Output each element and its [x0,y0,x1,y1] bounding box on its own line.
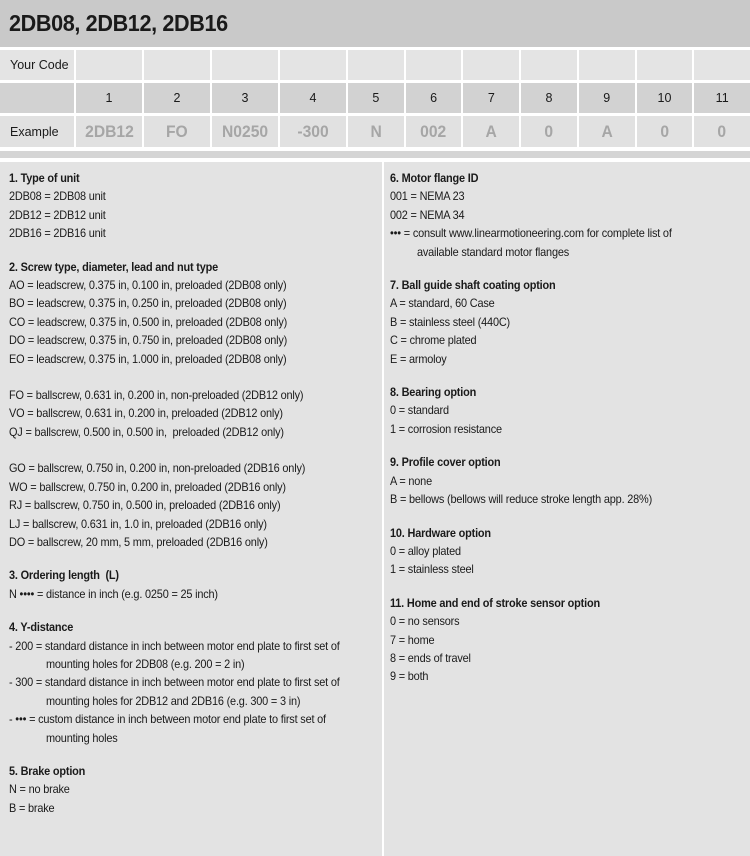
section-heading: 11. Home and end of stroke sensor option [390,595,600,610]
example-cell-value-11: 0 [717,121,727,141]
your-code-cell-9 [579,50,635,80]
option-section-left-5 [9,762,382,817]
option-line: WO = ballscrew, 0.750 in, 0.200 in, preloaded (2DB16 only) [9,479,286,494]
section-heading: 10. Hardware option [390,525,491,540]
example-cell-7 [463,116,519,147]
your-code-cell-10 [637,50,693,80]
position-row-label [0,83,74,113]
option-line: 001 = NEMA 23 [390,189,465,204]
position-cell-value-6: 6 [430,91,438,105]
example-cell-9 [579,116,635,147]
option-line: QJ = ballscrew, 0.500 in, 0.500 in, preloaded (2DB12 only) [9,424,284,439]
ordering-code-table [0,50,750,147]
option-line: A = standard, 60 Case [390,296,495,311]
option-section-left-1 [9,169,382,243]
option-line: RJ = ballscrew, 0.750 in, 0.500 in, preloaded (2DB16 only) [9,498,281,513]
section-group-1 [9,585,382,603]
example-cell-5 [348,116,404,147]
option-line: 2DB12 = 2DB12 unit [9,207,106,222]
section-separator-bar [0,151,750,158]
option-line: 7 = home [390,632,435,647]
example-cell-11 [694,116,750,147]
example-cell-8 [521,116,577,147]
example-cell-3 [212,116,278,147]
option-line: EO = leadscrew, 0.375 in, 1.000 in, preloaded (2DB08 only) [9,351,287,366]
example-cell-value-8: 0 [544,121,554,141]
section-group-1 [9,637,382,747]
option-section-right-2 [390,276,750,368]
example-row [0,116,750,147]
section-heading: 1. Type of unit [9,171,80,185]
section-heading: 3. Ordering length (L) [9,568,119,583]
section-group-3 [9,459,382,551]
option-section-left-3 [9,566,382,603]
example-cell-2 [144,116,210,147]
option-line: LJ = ballscrew, 0.631 in, 1.0 in, preloaded (2DB16 only) [9,516,267,531]
section-group-1 [390,294,750,368]
position-cell-value-10: 10 [657,91,672,105]
option-section-left-2 [9,258,382,552]
position-cell-2 [144,83,210,113]
option-line: FO = ballscrew, 0.631 in, 0.200 in, non-preloaded (2DB12 only) [9,388,304,403]
your-code-cell-1 [76,50,142,80]
position-cell-8 [521,83,577,113]
option-line: 1 = corrosion resistance [390,421,502,436]
option-section-right-1 [390,169,750,261]
option-line: - 300 = standard distance in inch between motor end plate to first set of [9,675,340,690]
position-cell-9 [579,83,635,113]
option-line: GO = ballscrew, 0.750 in, 0.200 in, non-preloaded (2DB16 only) [9,461,306,476]
section-group-1 [9,276,382,368]
example-cell-value-9: A [601,121,613,141]
position-cell-3 [212,83,278,113]
section-heading: 8. Bearing option [390,385,477,400]
position-cell-1 [76,83,142,113]
position-cell-11 [694,83,750,113]
option-line: DO = leadscrew, 0.375 in, 0.750 in, preloaded (2DB08 only) [9,333,288,348]
option-line: 2DB16 = 2DB16 unit [9,226,106,241]
section-group-1 [390,401,750,438]
position-cell-value-8: 8 [545,91,553,105]
example-cell-value-7: A [485,121,497,141]
options-column-left [0,162,382,856]
your-code-cell-2 [144,50,210,80]
example-cell-value-1: 2DB12 [84,121,134,141]
option-section-right-6 [390,594,750,686]
option-line: 9 = both [390,669,429,684]
option-line: 1 = stainless steel [390,562,474,577]
example-cell-4 [280,116,346,147]
section-group-1 [9,780,382,817]
option-line: VO = ballscrew, 0.631 in, 0.200 in, preloaded (2DB12 only) [9,406,283,421]
page-title: 2DB08, 2DB12, 2DB16 [9,10,228,36]
your-code-cell-4 [280,50,346,80]
option-line: B = bellows (bellows will reduce stroke length app. 28%) [390,492,653,507]
example-cell-value-4: -300 [297,121,329,141]
option-section-right-4 [390,453,750,508]
your-code-cell-7 [463,50,519,80]
position-cell-5 [348,83,404,113]
example-label: Example [0,116,74,147]
section-heading: 6. Motor flange ID [390,171,479,185]
option-line: B = brake [9,800,55,815]
section-heading: 4. Y-distance [9,620,74,635]
option-line: ••• = consult www.linearmotioneering.com for complete list of [390,226,672,241]
section-heading: 2. Screw type, diameter, lead and nut type [9,259,219,274]
section-heading: 7. Ball guide shaft coating option [390,278,556,293]
your-code-label: Your Code [0,50,74,80]
position-cell-6 [406,83,462,113]
example-cell-value-2: FO [166,121,188,141]
section-heading: 5. Brake option [9,763,86,778]
option-line: mounting holes [46,730,118,745]
option-section-right-3 [390,383,750,438]
section-heading: 9. Profile cover option [390,455,501,470]
your-code-cell-5 [348,50,404,80]
position-cell-4 [280,83,346,113]
position-cell-10 [637,83,693,113]
position-cell-value-5: 5 [372,91,380,105]
example-cell-value-6: 002 [420,121,447,141]
option-line: DO = ballscrew, 20 mm, 5 mm, preloaded (2DB16 only) [9,534,268,549]
option-line: 002 = NEMA 34 [390,207,465,222]
section-group-2 [9,386,382,441]
example-cell-value-3: N0250 [221,121,269,141]
option-line: 0 = standard [390,403,449,418]
position-cell-value-11: 11 [715,91,729,105]
options-column-right [384,162,750,856]
option-line: - 200 = standard distance in inch between motor end plate to first set of [9,638,340,653]
option-line: C = chrome plated [390,333,477,348]
your-code-cell-6 [406,50,462,80]
example-cell-1 [76,116,142,147]
option-line: available standard motor flanges [417,244,570,259]
option-line: B = stainless steel (440C) [390,314,511,329]
position-cell-value-4: 4 [309,91,317,105]
position-cell-value-2: 2 [173,91,181,105]
option-line: N •••• = distance in inch (e.g. 0250 = 25 inch) [9,586,218,601]
section-group-1 [390,542,750,579]
section-group-1 [390,612,750,686]
option-section-right-5 [390,524,750,579]
option-line: A = none [390,473,432,488]
position-cell-value-7: 7 [487,91,495,105]
your-code-cell-8 [521,50,577,80]
option-line: - ••• = custom distance in inch between motor end plate to first set of [9,712,326,727]
option-line: 0 = no sensors [390,614,460,629]
option-line: BO = leadscrew, 0.375 in, 0.250 in, preloaded (2DB08 only) [9,296,287,311]
options-body [0,162,750,856]
section-group-1 [9,187,382,242]
option-line: AO = leadscrew, 0.375 in, 0.100 in, preloaded (2DB08 only) [9,278,287,293]
your-code-cell-3 [212,50,278,80]
option-line: E = armoloy [390,351,447,366]
example-cell-10 [637,116,693,147]
option-section-left-4 [9,618,382,747]
section-group-1 [390,472,750,509]
option-line: 0 = alloy plated [390,543,461,558]
position-cell-value-3: 3 [241,91,249,105]
position-cell-value-1: 1 [105,91,113,105]
your-code-row [0,50,750,80]
option-line: N = no brake [9,782,70,797]
option-line: mounting holes for 2DB12 and 2DB16 (e.g. 300 = 3 in) [46,693,301,708]
page-title-bar [0,0,750,47]
position-number-row [0,83,750,113]
example-cell-value-10: 0 [660,121,669,141]
your-code-cell-11 [694,50,750,80]
option-line: 8 = ends of travel [390,650,471,665]
position-cell-value-9: 9 [603,91,611,105]
position-cell-7 [463,83,519,113]
option-line: mounting holes for 2DB08 (e.g. 200 = 2 in) [46,656,245,671]
option-line: 2DB08 = 2DB08 unit [9,189,106,204]
option-line: CO = leadscrew, 0.375 in, 0.500 in, preloaded (2DB08 only) [9,314,288,329]
example-cell-value-5: N [370,121,382,141]
example-cell-6 [406,116,462,147]
section-group-1 [390,187,750,261]
